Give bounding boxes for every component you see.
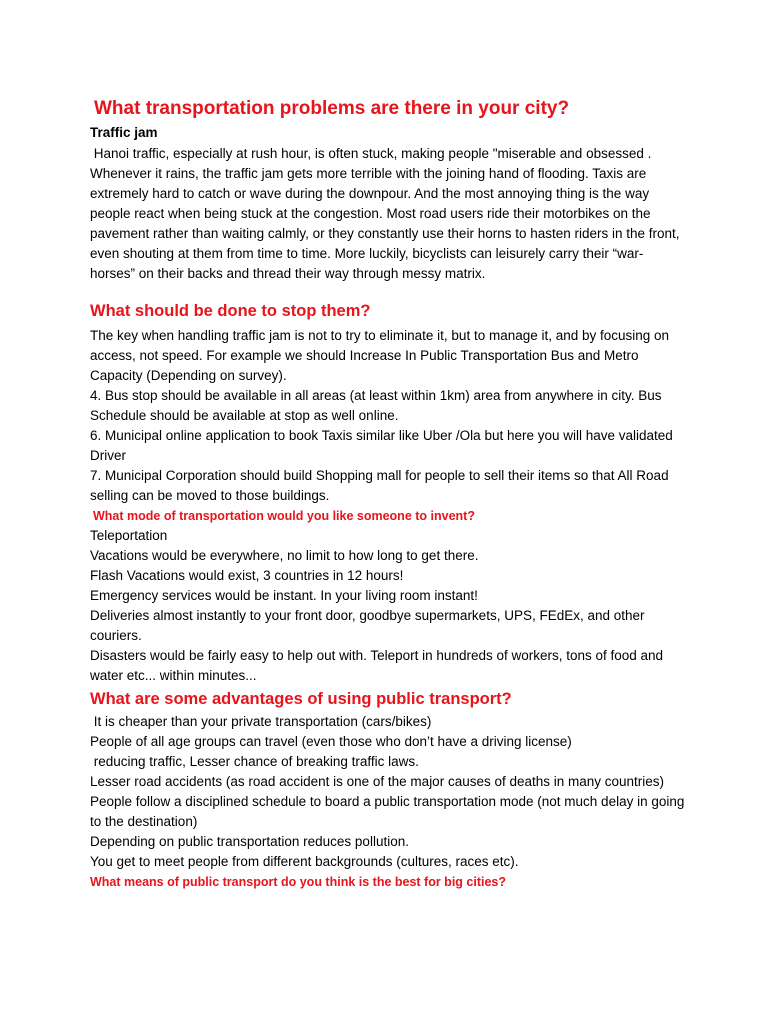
stop-line: 7. Municipal Corporation should build Shopping mall for people to sell their items so that All Road selling can be moved to those buildings. [90, 468, 669, 503]
invent-line: Flash Vacations would exist, 3 countries in 12 hours! [90, 568, 404, 583]
advantage-line: It is cheaper than your private transportation (cars/bikes) [90, 714, 432, 729]
advantage-line: Depending on public transportation reduces pollution. [90, 834, 409, 849]
advantage-line: You get to meet people from different backgrounds (cultures, races etc). [90, 854, 519, 869]
document-body [90, 96, 690, 892]
heading-transport-problems: What transportation problems are there in your city? [94, 98, 570, 119]
heading-public-transport-advantages: What are some advantages of using public transport? [90, 690, 512, 708]
advantage-line: reducing traffic, Lesser chance of breaking traffic laws. [90, 754, 419, 769]
advantage-line: People of all age groups can travel (even those who don’t have a driving license) [90, 734, 572, 749]
subheading-traffic-jam: Traffic jam [90, 125, 158, 140]
advantage-line: Lesser road accidents (as road accident is one of the major causes of deaths in many countries) [90, 774, 665, 789]
heading-stop-problems: What should be done to stop them? [90, 302, 371, 320]
invent-line: Deliveries almost instantly to your front door, goodbye supermarkets, UPS, FEdEx, and other couriers. [90, 608, 645, 643]
invent-line: Teleportation [90, 528, 168, 543]
heading-invent-transport: What mode of transportation would you like someone to invent? [93, 509, 475, 523]
stop-line: The key when handling traffic jam is not to try to eliminate it, but to manage it, and by focusing on access, not speed. For example we should Increase In Public Transportation Bus and Metro Capacity (Depending on survey). [90, 328, 670, 383]
invent-line: Vacations would be everywhere, no limit to how long to get there. [90, 548, 479, 563]
invent-line: Disasters would be fairly easy to help out with. Teleport in hundreds of workers, tons of food and water etc... within minutes... [90, 648, 664, 683]
invent-line: Emergency services would be instant. In your living room instant! [90, 588, 478, 603]
heading-best-public-transport: What means of public transport do you think is the best for big cities? [90, 875, 507, 889]
paragraph-traffic-jam: Hanoi traffic, especially at rush hour, is often stuck, making people "miserable and obsessed . Whenever it rains, the traffic jam gets more terrible with the joining hand of flooding. Taxis are extremely hard to catch or wave during the downpour. And the most annoying thing is the way people react when being stuck at the congestion. Most road users ride their motorbikes on the pavement rather than waiting calmly, or they constantly use their horns to hasten riders in the front, even shouting at them from time to time. More luckily, bicyclists can leisurely carry their “war- horses” on their backs and thread their way through messy matrix. [90, 146, 684, 281]
advantage-line: People follow a disciplined schedule to board a public transportation mode (not much delay in going to the destination) [90, 794, 685, 829]
stop-line: 6. Municipal online application to book Taxis similar like Uber /Ola but here you will have validated Driver [90, 428, 673, 463]
stop-line: 4. Bus stop should be available in all areas (at least within 1km) area from anywhere in city. Bus Schedule should be available at stop as well online. [90, 388, 662, 423]
